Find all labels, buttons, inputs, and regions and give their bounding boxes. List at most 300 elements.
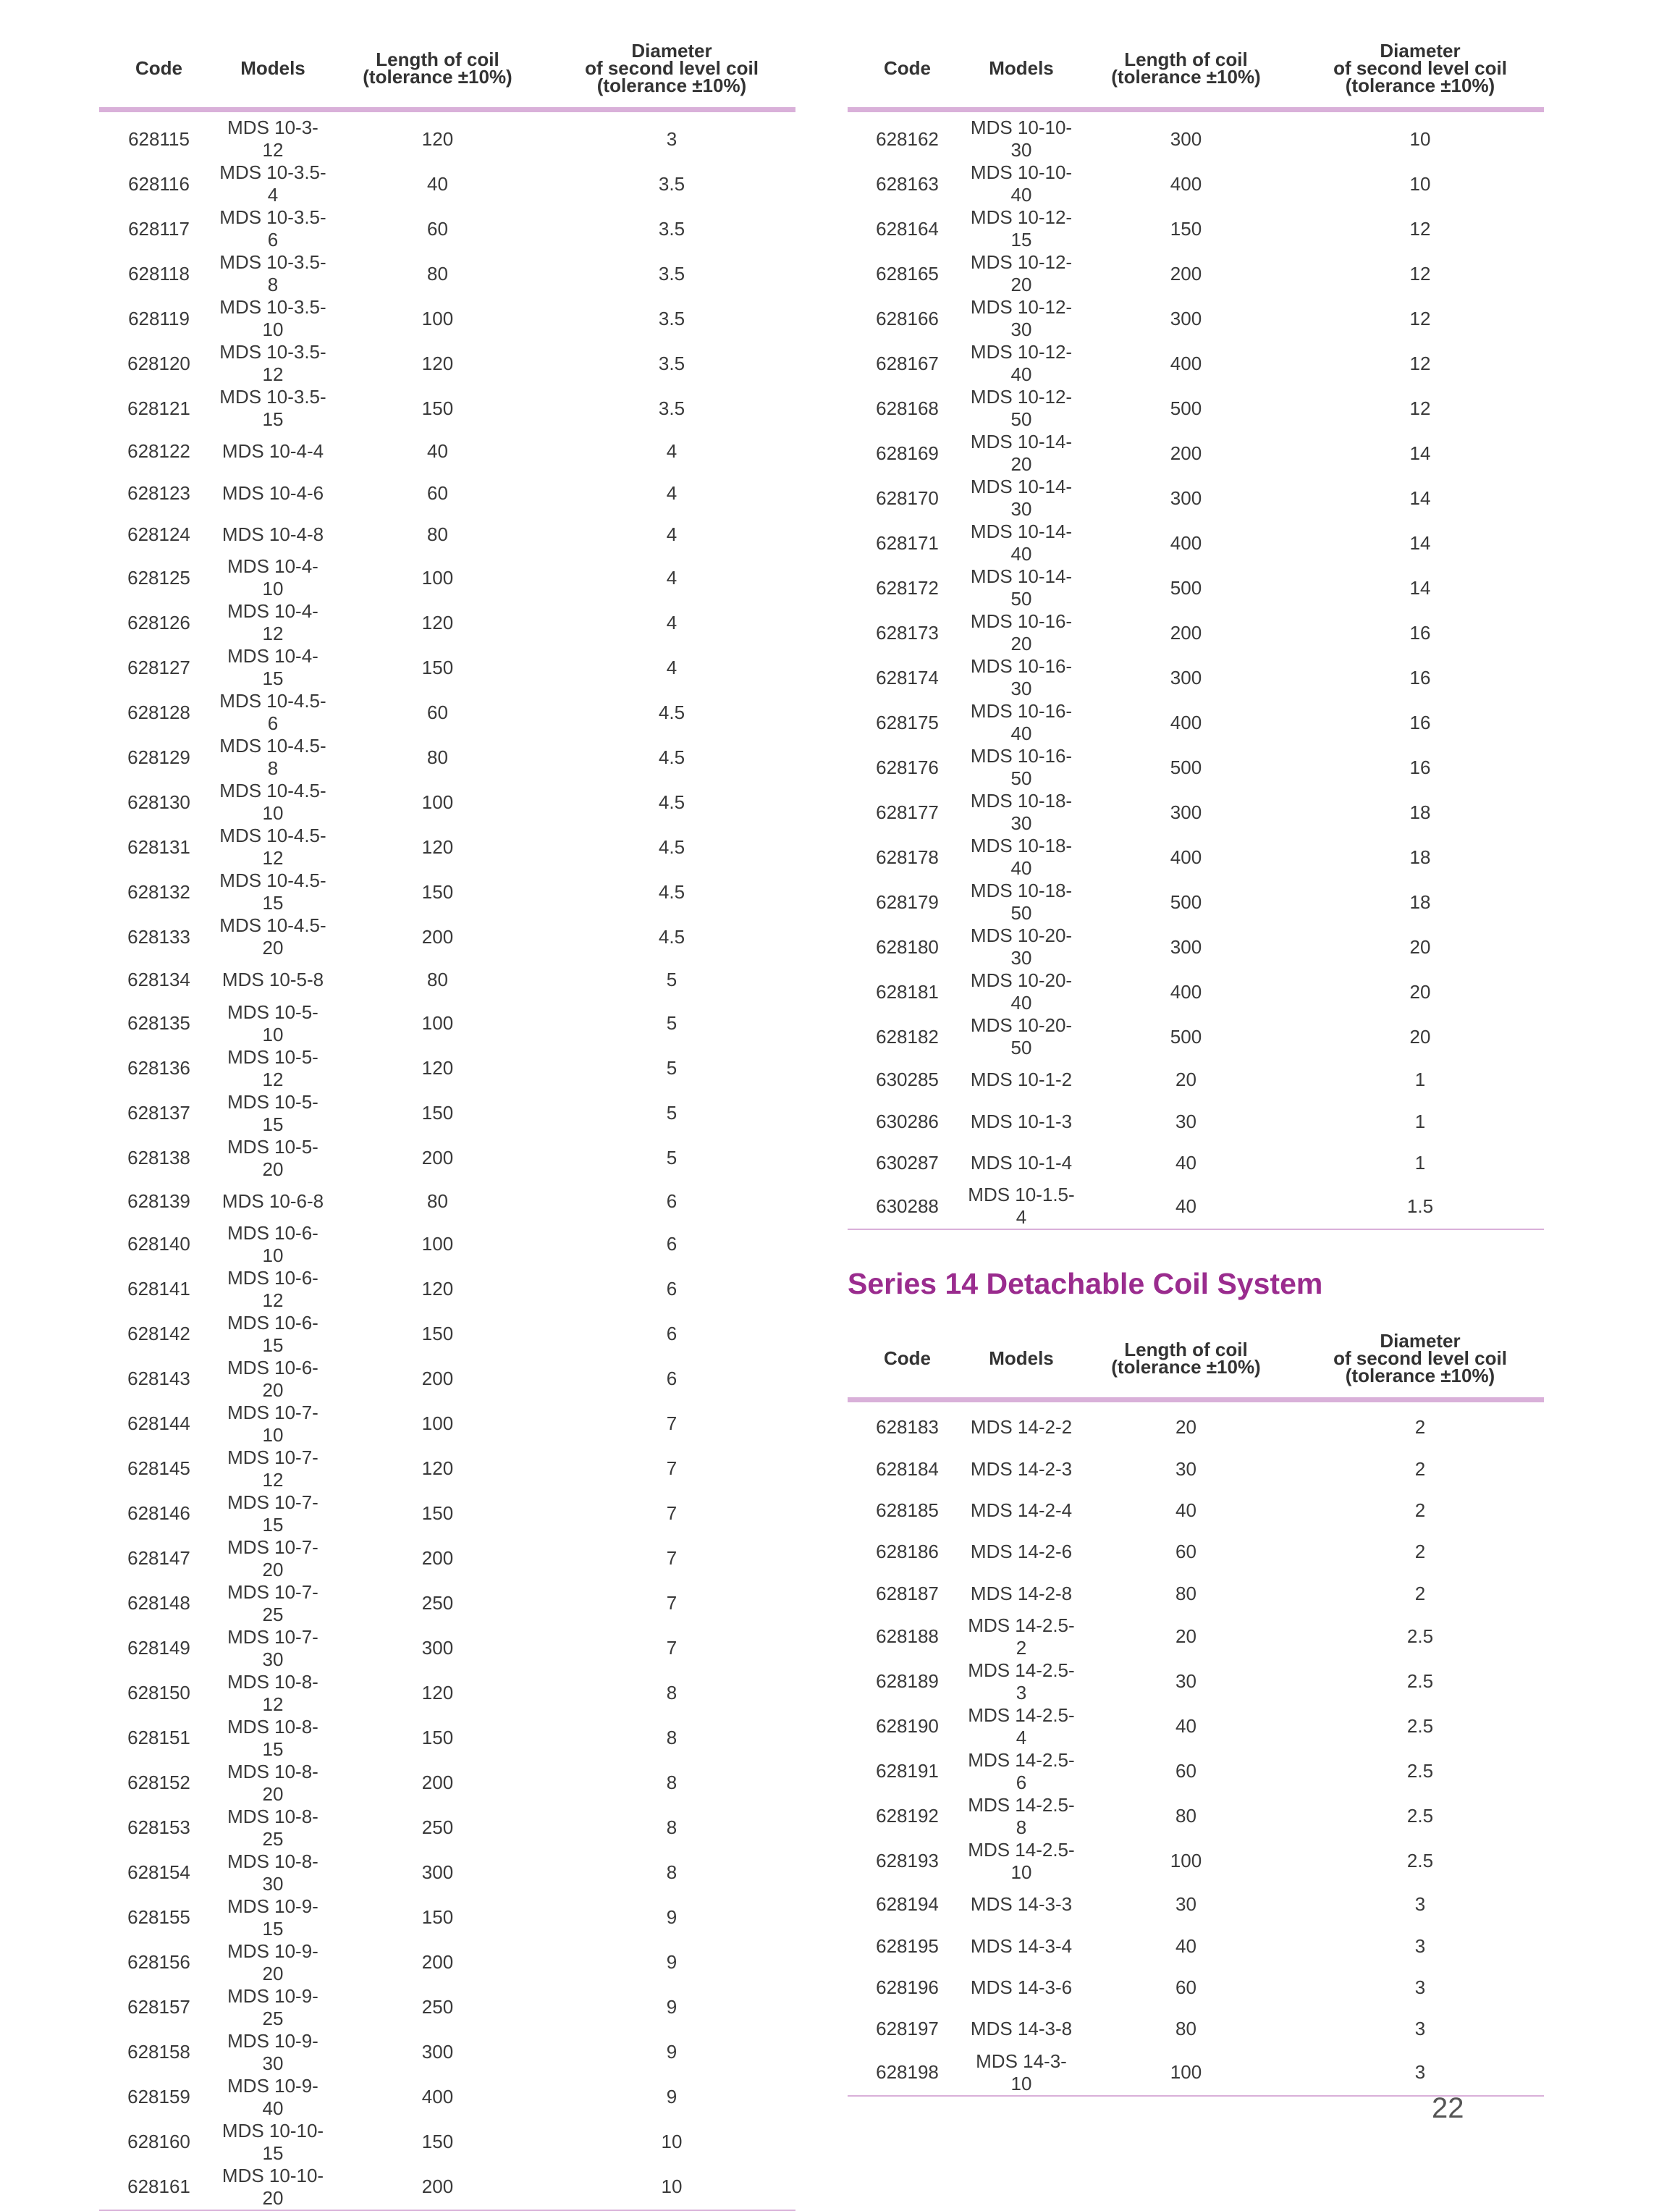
length-cell: 200 <box>1170 442 1202 464</box>
length-cell: 250 <box>421 1592 454 1614</box>
length-cell: 40 <box>1175 1499 1196 1521</box>
code-cell: 628163 <box>876 172 939 195</box>
code-cell: 628124 <box>127 523 190 545</box>
model-cell: MDS 10-4-6 <box>221 481 324 504</box>
diameter-cell: 8 <box>666 1861 678 1884</box>
diameter-cell: 9 <box>666 1906 678 1929</box>
header-diameter-line1: Diameter <box>1380 40 1461 62</box>
model-cell: MDS 10-12-15 <box>970 206 1073 250</box>
model-cell: MDS 10-3.5-4 <box>219 161 326 206</box>
diameter-cell: 16 <box>1409 756 1431 778</box>
code-cell: 628160 <box>127 2131 190 2153</box>
table-row <box>99 1491 795 1536</box>
diameter-cell: 7 <box>666 1457 678 1480</box>
model-cell: MDS 10-4.5-10 <box>219 780 326 825</box>
table-row <box>848 790 1544 835</box>
length-cell: 60 <box>427 701 448 723</box>
table-row <box>848 1614 1544 1659</box>
diameter-cell: 3.5 <box>658 172 685 195</box>
header-diameter <box>1296 29 1544 110</box>
diameter-cell: 14 <box>1409 442 1431 464</box>
length-cell: 300 <box>1170 801 1202 823</box>
diameter-cell: 1 <box>1414 1151 1426 1174</box>
model-cell: MDS 14-3-10 <box>976 2050 1067 2094</box>
code-cell: 628153 <box>127 1816 190 1839</box>
length-cell: 100 <box>421 1012 454 1035</box>
length-cell: 500 <box>1170 756 1202 778</box>
table-row <box>99 1267 795 1312</box>
length-cell: 400 <box>421 2086 454 2108</box>
table-row <box>99 2030 795 2075</box>
table-row <box>848 880 1544 925</box>
table-row <box>99 161 795 206</box>
model-cell: MDS 10-16-40 <box>970 700 1073 744</box>
length-cell: 120 <box>421 835 454 858</box>
diameter-cell: 14 <box>1409 576 1431 599</box>
length-cell: 30 <box>1175 1670 1196 1693</box>
table-row <box>99 2165 795 2210</box>
table-row <box>99 1091 795 1136</box>
length-cell: 80 <box>1175 1582 1196 1604</box>
model-cell: MDS 10-9-25 <box>227 1984 318 2029</box>
table-row <box>848 745 1544 790</box>
table-row <box>99 1985 795 2030</box>
code-cell: 628196 <box>876 1976 939 1998</box>
length-cell: 150 <box>421 2131 454 2153</box>
length-cell: 40 <box>1175 1715 1196 1738</box>
diameter-cell: 3 <box>1414 2061 1426 2084</box>
diameter-cell: 3.5 <box>658 352 685 374</box>
table-row <box>848 925 1544 969</box>
header-diameter-line3: (tolerance ±10%) <box>596 75 747 96</box>
diameter-cell: 3.5 <box>658 307 685 329</box>
diameter-cell: 6 <box>666 1278 678 1300</box>
diameter-cell: 2.5 <box>1406 1625 1434 1648</box>
diameter-cell: 8 <box>666 1682 678 1704</box>
header-diameter-line1: Diameter <box>1380 1330 1461 1352</box>
table-row <box>99 1895 795 1940</box>
code-cell: 628140 <box>127 1233 190 1255</box>
diameter-cell: 14 <box>1409 487 1431 509</box>
length-cell: 300 <box>421 1637 454 1659</box>
code-cell: 628143 <box>127 1368 190 1390</box>
header-code: Code <box>99 29 219 110</box>
header-length <box>327 29 548 110</box>
model-cell: MDS 10-9-30 <box>227 2029 318 2074</box>
code-cell: 628141 <box>127 1278 190 1300</box>
table-row <box>99 1312 795 1357</box>
diameter-cell: 3.5 <box>658 397 685 419</box>
diameter-cell: 6 <box>666 1189 678 1212</box>
length-cell: 80 <box>427 523 448 545</box>
diameter-cell: 7 <box>666 1502 678 1525</box>
model-cell: MDS 10-18-30 <box>970 790 1073 834</box>
table-row <box>99 1222 795 1267</box>
code-cell: 628187 <box>876 1582 939 1604</box>
length-cell: 100 <box>421 1233 454 1255</box>
table-row <box>848 296 1544 341</box>
code-cell: 628178 <box>876 846 939 868</box>
model-cell: MDS 10-16-50 <box>970 745 1073 789</box>
model-cell: MDS 10-10-20 <box>221 2164 324 2209</box>
model-cell: MDS 10-18-50 <box>970 880 1073 924</box>
header-models: Models <box>967 1319 1076 1400</box>
diameter-cell: 2.5 <box>1406 1850 1434 1872</box>
table-row <box>99 1626 795 1671</box>
length-cell: 20 <box>1175 1625 1196 1648</box>
table-row <box>848 1659 1544 1704</box>
diameter-cell: 8 <box>666 1772 678 1794</box>
table-row <box>99 1402 795 1446</box>
diameter-cell: 5 <box>666 969 678 991</box>
code-cell: 628194 <box>876 1893 939 1916</box>
table-row <box>99 2120 795 2165</box>
header-length-line1: Length of coil <box>1124 49 1248 70</box>
length-cell: 300 <box>1170 127 1202 150</box>
length-cell: 100 <box>421 566 454 589</box>
model-cell: MDS 10-8-25 <box>227 1805 318 1850</box>
code-cell: 630285 <box>876 1069 939 1091</box>
code-cell: 628183 <box>876 1416 939 1439</box>
code-cell: 628116 <box>128 172 190 195</box>
model-cell: MDS 10-8-12 <box>227 1670 318 1715</box>
diameter-cell: 1 <box>1414 1069 1426 1091</box>
diameter-cell: 3 <box>1414 1893 1426 1916</box>
code-cell: 628167 <box>876 352 939 374</box>
model-cell: MDS 10-1-4 <box>970 1151 1073 1174</box>
code-cell: 628170 <box>876 487 939 509</box>
code-cell: 628198 <box>876 2061 939 2084</box>
length-cell: 120 <box>421 1057 454 1079</box>
length-cell: 40 <box>1175 1151 1196 1174</box>
table-row <box>848 1884 1544 1925</box>
diameter-cell: 3 <box>666 127 678 150</box>
code-cell: 628147 <box>127 1547 190 1570</box>
model-cell: MDS 10-12-20 <box>970 251 1073 295</box>
header-length-line2: (tolerance ±10%) <box>1111 66 1261 88</box>
model-cell: MDS 10-1.5-4 <box>968 1184 1075 1229</box>
table-header <box>848 29 1544 110</box>
table-row <box>99 1806 795 1850</box>
length-cell: 30 <box>1175 1457 1196 1480</box>
diameter-cell: 4 <box>666 440 678 463</box>
code-cell: 628164 <box>876 217 939 240</box>
header-code: Code <box>848 1319 967 1400</box>
model-cell: MDS 14-2.5-6 <box>968 1748 1075 1793</box>
header-diameter <box>1296 1319 1544 1400</box>
code-cell: 628181 <box>876 980 939 1003</box>
model-cell: MDS 14-3-3 <box>970 1893 1073 1916</box>
length-cell: 40 <box>427 440 448 463</box>
model-cell: MDS 10-4.5-8 <box>219 735 326 780</box>
code-cell: 628157 <box>127 1996 190 2018</box>
length-cell: 80 <box>427 1189 448 1212</box>
length-cell: 400 <box>1170 980 1202 1003</box>
model-cell: MDS 14-2-3 <box>970 1457 1073 1480</box>
table-row <box>99 869 795 914</box>
model-cell: MDS 14-2-6 <box>970 1541 1073 1563</box>
code-cell: 628146 <box>127 1502 190 1525</box>
table-body <box>848 110 1544 1230</box>
table-row <box>848 655 1544 700</box>
model-cell: MDS 10-4-10 <box>227 555 318 600</box>
length-cell: 500 <box>1170 576 1202 599</box>
diameter-cell: 7 <box>666 1637 678 1659</box>
diameter-cell: 4 <box>666 611 678 633</box>
diameter-cell: 6 <box>666 1323 678 1345</box>
table-row <box>848 969 1544 1014</box>
diameter-cell: 3 <box>1414 1934 1426 1957</box>
diameter-cell: 5 <box>666 1057 678 1079</box>
model-cell: MDS 10-9-20 <box>227 1940 318 1984</box>
table-row <box>99 735 795 780</box>
length-cell: 400 <box>1170 711 1202 733</box>
table-row <box>848 565 1544 610</box>
table-row <box>848 1490 1544 1531</box>
code-cell: 628186 <box>876 1541 939 1563</box>
model-cell: MDS 10-14-20 <box>970 431 1073 475</box>
diameter-cell: 1 <box>1414 1110 1426 1132</box>
model-cell: MDS 10-3-12 <box>227 117 318 161</box>
length-cell: 500 <box>1170 397 1202 419</box>
header-diameter-line1: Diameter <box>631 40 712 62</box>
model-cell: MDS 10-7-15 <box>227 1491 318 1536</box>
diameter-cell: 20 <box>1409 980 1431 1003</box>
table-row <box>99 1581 795 1626</box>
length-cell: 80 <box>1175 2018 1196 2040</box>
length-cell: 60 <box>427 217 448 240</box>
length-cell: 400 <box>1170 352 1202 374</box>
table-row <box>848 161 1544 206</box>
table-row <box>99 2075 795 2120</box>
code-cell: 628152 <box>127 1772 190 1794</box>
diameter-cell: 4 <box>666 523 678 545</box>
diameter-cell: 4.5 <box>658 925 685 948</box>
model-cell: MDS 10-3.5-10 <box>219 296 326 340</box>
diameter-cell: 2.5 <box>1406 1760 1434 1782</box>
table-row <box>99 1001 795 1046</box>
model-cell: MDS 10-7-30 <box>227 1625 318 1670</box>
code-cell: 628151 <box>127 1727 190 1749</box>
diameter-cell: 12 <box>1409 262 1431 285</box>
diameter-cell: 4 <box>666 566 678 589</box>
table-row <box>848 1142 1544 1184</box>
code-cell: 628158 <box>127 2041 190 2063</box>
code-cell: 628115 <box>128 127 190 150</box>
table-row <box>848 1839 1544 1884</box>
diameter-cell: 2.5 <box>1406 1715 1434 1738</box>
code-cell: 628159 <box>127 2086 190 2108</box>
table-row <box>99 206 795 251</box>
model-cell: MDS 10-9-15 <box>227 1895 318 1940</box>
table-row <box>848 251 1544 296</box>
diameter-cell: 2 <box>1414 1499 1426 1521</box>
diameter-cell: 20 <box>1409 1025 1431 1048</box>
length-cell: 100 <box>421 307 454 329</box>
model-cell: MDS 10-4.5-20 <box>219 914 326 959</box>
code-cell: 628137 <box>127 1102 190 1124</box>
model-cell: MDS 10-8-15 <box>227 1715 318 1760</box>
table-row <box>848 835 1544 880</box>
diameter-cell: 8 <box>666 1816 678 1839</box>
table-row <box>99 690 795 735</box>
code-cell: 628136 <box>127 1057 190 1079</box>
table-row <box>99 251 795 296</box>
table-row <box>848 1100 1544 1142</box>
code-cell: 628161 <box>127 2176 190 2198</box>
table-row <box>99 1761 795 1806</box>
model-cell: MDS 10-5-20 <box>227 1135 318 1180</box>
model-cell: MDS 10-16-30 <box>970 655 1073 699</box>
diameter-cell: 12 <box>1409 307 1431 329</box>
diameter-cell: 3 <box>1414 1976 1426 1998</box>
table-row <box>848 386 1544 431</box>
code-cell: 628171 <box>876 531 939 554</box>
code-cell: 628148 <box>127 1592 190 1614</box>
table-row <box>848 1573 1544 1614</box>
model-cell: MDS 10-12-40 <box>970 341 1073 385</box>
table-header <box>99 29 795 110</box>
code-cell: 628135 <box>127 1012 190 1035</box>
code-cell: 628189 <box>876 1670 939 1693</box>
length-cell: 150 <box>421 1502 454 1525</box>
table-row <box>848 1794 1544 1839</box>
diameter-cell: 1.5 <box>1406 1195 1434 1217</box>
model-cell: MDS 10-20-40 <box>970 969 1073 1014</box>
model-cell: MDS 10-3.5-15 <box>219 386 326 430</box>
model-cell: MDS 14-2.5-3 <box>968 1659 1075 1703</box>
table-row <box>848 2050 1544 2096</box>
diameter-cell: 9 <box>666 2086 678 2108</box>
model-cell: MDS 10-3.5-12 <box>219 341 326 385</box>
length-cell: 120 <box>421 611 454 633</box>
table-row <box>848 476 1544 521</box>
diameter-cell: 2 <box>1414 1457 1426 1480</box>
diameter-cell: 4 <box>666 481 678 504</box>
diameter-cell: 7 <box>666 1547 678 1570</box>
model-cell: MDS 10-3.5-6 <box>219 206 326 250</box>
code-cell: 628176 <box>876 756 939 778</box>
diameter-cell: 9 <box>666 1996 678 2018</box>
diameter-cell: 5 <box>666 1012 678 1035</box>
model-cell: MDS 10-5-12 <box>227 1045 318 1090</box>
length-cell: 250 <box>421 1996 454 2018</box>
diameter-cell: 9 <box>666 1951 678 1974</box>
model-cell: MDS 10-9-40 <box>227 2074 318 2119</box>
header-length <box>1076 29 1296 110</box>
table-row <box>99 1357 795 1402</box>
code-cell: 628149 <box>127 1637 190 1659</box>
diameter-cell: 4 <box>666 656 678 678</box>
code-cell: 628150 <box>127 1682 190 1704</box>
code-cell: 628154 <box>127 1861 190 1884</box>
table-row <box>848 1704 1544 1749</box>
diameter-cell: 20 <box>1409 935 1431 958</box>
model-cell: MDS 14-2.5-4 <box>968 1703 1075 1748</box>
model-cell: MDS 10-8-30 <box>227 1850 318 1895</box>
diameter-cell: 4.5 <box>658 880 685 903</box>
table-row <box>99 110 795 162</box>
code-cell: 630286 <box>876 1110 939 1132</box>
length-cell: 300 <box>1170 666 1202 688</box>
length-cell: 300 <box>421 1861 454 1884</box>
length-cell: 200 <box>421 1951 454 1974</box>
header-diameter-line2: of second level coil <box>1333 57 1507 79</box>
diameter-cell: 14 <box>1409 531 1431 554</box>
length-cell: 60 <box>1175 1541 1196 1563</box>
model-cell: MDS 10-7-20 <box>227 1536 318 1580</box>
length-cell: 200 <box>421 1368 454 1390</box>
header-diameter-line3: (tolerance ±10%) <box>1345 1365 1495 1386</box>
code-cell: 628168 <box>876 397 939 419</box>
table-row <box>848 1925 1544 1966</box>
coil-table-right <box>848 29 1544 1230</box>
table-row <box>99 341 795 386</box>
table-row <box>99 555 795 600</box>
model-cell: MDS 10-5-15 <box>227 1090 318 1135</box>
model-cell: MDS 10-3.5-8 <box>219 251 326 295</box>
length-cell: 400 <box>1170 172 1202 195</box>
model-cell: MDS 10-6-8 <box>221 1189 324 1212</box>
diameter-cell: 4.5 <box>658 835 685 858</box>
table-row <box>848 1967 1544 2008</box>
length-cell: 400 <box>1170 846 1202 868</box>
length-cell: 100 <box>1170 2061 1202 2084</box>
table-row <box>848 431 1544 476</box>
model-cell: MDS 10-4-12 <box>227 600 318 645</box>
length-cell: 20 <box>1175 1069 1196 1091</box>
length-cell: 40 <box>427 172 448 195</box>
code-cell: 628121 <box>127 397 190 419</box>
diameter-cell: 8 <box>666 1727 678 1749</box>
length-cell: 300 <box>1170 307 1202 329</box>
table-row <box>848 1400 1544 1449</box>
code-cell: 628134 <box>127 969 190 991</box>
diameter-cell: 12 <box>1409 397 1431 419</box>
table-row <box>848 1749 1544 1794</box>
length-cell: 40 <box>1175 1934 1196 1957</box>
model-cell: MDS 10-1-2 <box>970 1069 1073 1091</box>
table-row <box>99 1940 795 1985</box>
length-cell: 60 <box>427 481 448 504</box>
header-length-line2: (tolerance ±10%) <box>1111 1356 1261 1378</box>
model-cell: MDS 10-4-4 <box>221 440 324 463</box>
header-diameter-line2: of second level coil <box>585 57 759 79</box>
code-cell: 628139 <box>127 1189 190 1212</box>
code-cell: 628179 <box>876 890 939 913</box>
table-row <box>99 1046 795 1091</box>
coil-table-left <box>99 29 795 2211</box>
table-row <box>99 1716 795 1761</box>
length-cell: 150 <box>421 1102 454 1124</box>
code-cell: 628131 <box>127 835 190 858</box>
header-length-line1: Length of coil <box>1124 1339 1248 1360</box>
diameter-cell: 10 <box>1409 172 1431 195</box>
length-cell: 20 <box>1175 1416 1196 1439</box>
length-cell: 150 <box>421 1906 454 1929</box>
table-row <box>848 1014 1544 1059</box>
table-row <box>99 386 795 431</box>
table-header <box>848 1319 1544 1400</box>
table-row <box>99 780 795 825</box>
length-cell: 300 <box>421 2041 454 2063</box>
diameter-cell: 2 <box>1414 1541 1426 1563</box>
length-cell: 150 <box>421 880 454 903</box>
model-cell: MDS 14-2-8 <box>970 1582 1073 1604</box>
table-row <box>848 1448 1544 1489</box>
code-cell: 628155 <box>127 1906 190 1929</box>
code-cell: 628188 <box>876 1625 939 1648</box>
